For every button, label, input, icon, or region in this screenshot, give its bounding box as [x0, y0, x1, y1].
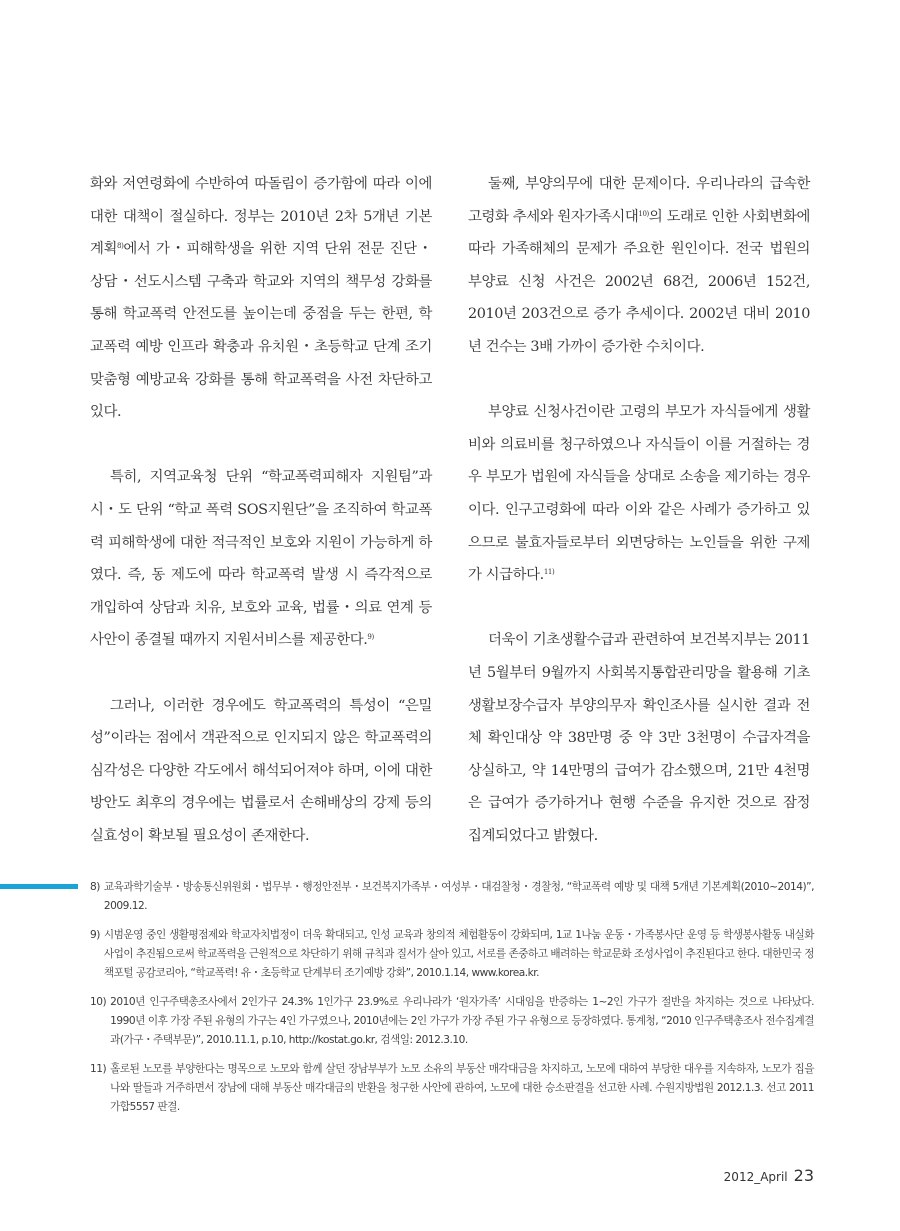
- footnote-11: [90, 1060, 814, 1117]
- footnote-8: [90, 878, 814, 916]
- footnote-text: 2010년 인구주택총조사에서 2인가구 24.3% 1인가구 23.9%로 우리나라가 ‘원자가족’ 시대임을 반증하는 1~2인 가구가 절반을 차지하는 것으로 나타났다. 1990년 이후 가장 주된 유형의 가구는 4인 가구였으나, 2010년에는 2인 가구가 가장 주된 가구 유형으로 등장하였다. 통계청, “2010 인구주택총조사 전수집계결과(가구・주택부문)”, 2010.11.1, p.10, http://kostat.go.kr, 검색일: 2012.3.10.: [110, 996, 814, 1046]
- footnotes-section: [90, 878, 814, 1127]
- footnote-text: 홀로된 노모를 부양한다는 명목으로 노모와 함께 살던 장남부부가 노모 소유의 부동산 매각대금을 차지하고, 노모에 대하여 부당한 대우를 지속하자, 노모가 집을 나와 딸들과 거주하면서 장남에 대해 부동산 매각대금의 반환을 청구한 사안에 관하여, 노모에 대한 승소판결을 선고한 사례. 수원지방법원 2012.1.3. 선고 2011가합5557 판결.: [110, 1063, 814, 1113]
- page-number: 23: [793, 1166, 814, 1185]
- footnote-ref-11[interactable]: 11): [543, 568, 555, 577]
- left-column: [90, 168, 432, 852]
- footnote-ref-9[interactable]: 9): [367, 633, 374, 642]
- footnote-text: 시범운영 중인 생활평점제와 학교자치법정이 더욱 확대되고, 인성 교육과 창의적 체험활동이 강화되며, 1교 1나눔 운동・가족봉사단 운영 등 학생봉사활동 내실화 사업이 추진됨으로써 학교폭력을 근원적으로 차단하기 위해 규칙과 질서가 살아 있고, 서로를 존중하고 배려하는 학교문화 조성사업이 추진된다고 한다. 대한민국 정책포털 공감코리아, “학교폭력! 유・초등학교 단계부터 조기예방 강화”, 2010.1.14, www.korea.kr.: [103, 929, 814, 979]
- right-paragraph-2: 부양료 신청사건이란 고령의 부모가 자식들에게 생활비와 의료비를 청구하였으나 자식들이 이를 거절하는 경우 부모가 법원에 자식들을 상대로 소송을 제기하는 경우이다. 인구고령화에 따라 이와 같은 사례가 증가하고 있으므로 불효자들로부터 외면당하는 노인들을 위한 구제가 시급하다.$^{11)}$: [468, 404, 810, 584]
- right-paragraph-1: 둘째, 부양의무에 대한 문제이다. 우리나라의 급속한 고령화 추세와 원자가족시대$^{10)}$의 도래로 인한 사회변화에 따라 가족해체의 문제가 주요한 원인이다. 전국 법원의 부양료 신청 사건은 2002년 68건, 2006년 152건, 2010년 203건으로 증가 추세이다. 2002년 대비 2010년 건수는 3배 가까이 증가한 수치이다.: [468, 176, 810, 355]
- footnote-number: 11): [90, 1063, 107, 1075]
- footnote-10: [90, 993, 814, 1050]
- page-footer: [724, 1166, 814, 1185]
- issue-label: 2012_April: [723, 1170, 788, 1184]
- footnote-number: 9): [90, 929, 100, 941]
- footnote-accent-bar: [0, 884, 78, 889]
- right-column: [468, 168, 810, 852]
- footnote-ref-8[interactable]: 8): [117, 242, 124, 251]
- left-paragraph-1: 화와 저연령화에 수반하여 따돌림이 증가함에 따라 이에 대한 대책이 절실하다. 정부는 2010년 2차 5개년 기본계획$^{8)}$에서 가・피해학생을 위한 지역 단위 전문 진단・상담・선도시스템 구축과 학교와 지역의 책무성 강화를 통해 학교폭력 안전도를 높이는데 중점을 두는 한편, 학교폭력 예방 인프라 확충과 유치원・초등학교 단계 조기 맞춤형 예방교육 강화를 통해 학교폭력을 사전 차단하고 있다.: [90, 176, 432, 421]
- left-paragraph-3: 그러나, 이러한 경우에도 학교폭력의 특성이 “은밀성”이라는 점에서 객관적으로 인지되지 않은 학교폭력의 심각성은 다양한 각도에서 해석되어져야 하며, 이에 대한 방안도 최후의 경우에는 법률로서 손해배상의 강제 등의 실효성이 확보될 필요성이 존재한다.: [90, 697, 432, 844]
- footnote-ref-10[interactable]: 10): [638, 209, 649, 218]
- footnote-9: [90, 926, 814, 983]
- footnote-number: 8): [90, 881, 100, 893]
- right-paragraph-3: 더욱이 기초생활수급과 관련하여 보건복지부는 2011년 5월부터 9월까지 사회복지통합관리망을 활용해 기초생활보장수급자 부양의무자 확인조사를 실시한 결과 전체 확인대상 약 38만명 중 약 3만 3천명이 수급자격을 상실하고, 약 14만명의 급여가 감소했으며, 21만 4천명은 급여가 증가하거나 현행 수준을 유지한 것으로 잠정 집계되었다고 밝혔다.: [468, 632, 810, 844]
- footnote-number: 10): [90, 996, 107, 1008]
- footnote-text: 교육과학기술부・방송통신위원회・법무부・행정안전부・보건복지가족부・여성부・대검찰청・경찰청, “학교폭력 예방 및 대책 5개년 기본계획(2010~2014)”, 2009.12.: [103, 881, 814, 912]
- left-paragraph-2: 특히, 지역교육청 단위 “학교폭력피해자 지원팀”과 시・도 단위 “학교 폭력 SOS지원단”을 조직하여 학교폭력 피해학생에 대한 적극적인 보호와 지원이 가능하게 하였다. 즉, 동 제도에 따라 학교폭력 발생 시 즉각적으로 개입하여 상담과 치유, 보호와 교육, 법률・의료 연계 등 사안이 종결될 때까지 지원서비스를 제공한다.$^{9)}$: [90, 469, 432, 649]
